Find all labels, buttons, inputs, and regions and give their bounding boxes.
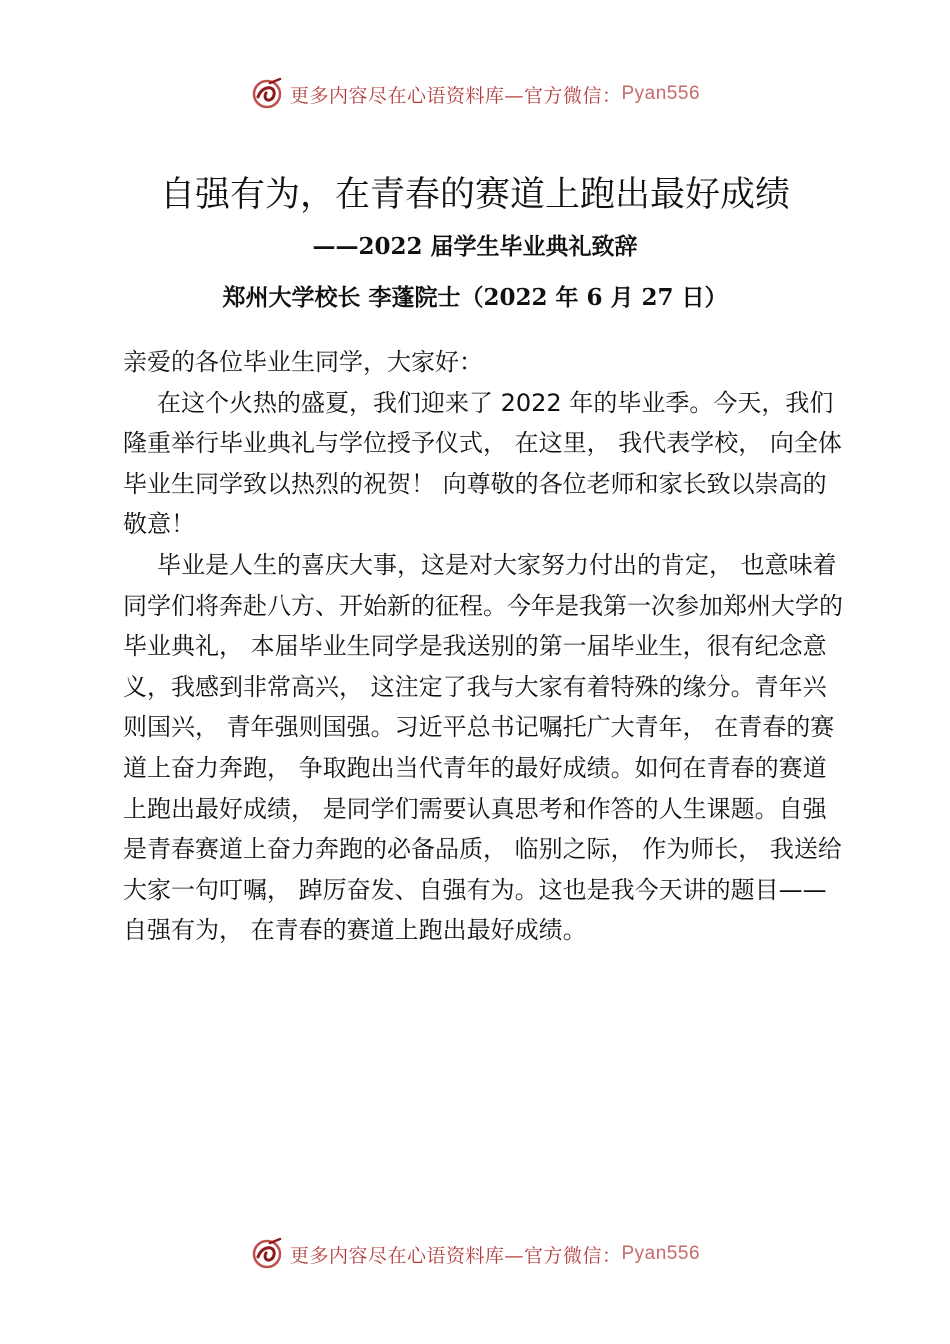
document-subtitle: ——2022 届学生毕业典礼致辞 bbox=[312, 233, 638, 260]
watermark-text: 更多内容尽在心语资料库—官方微信： bbox=[289, 84, 622, 107]
watermark-text: 更多内容尽在心语资料库—官方微信： bbox=[289, 1244, 622, 1267]
curl-swirl-logo-icon bbox=[250, 77, 284, 111]
curl-swirl-logo-icon bbox=[250, 1237, 284, 1271]
speech-body bbox=[123, 342, 843, 951]
greeting: 亲爱的各位毕业生同学，大家好： bbox=[123, 348, 483, 376]
footer-watermark bbox=[0, 1234, 950, 1274]
header-watermark bbox=[0, 74, 950, 114]
watermark-contact: Pyan556 bbox=[621, 83, 701, 104]
watermark-contact: Pyan556 bbox=[621, 1243, 701, 1264]
paragraph-1: 在这个火热的盛夏，我们迎来了 2022 年的毕业季。今天，我们隆重举行毕业典礼与学位授予仪式， 在这里， 我代表学校， 向全体毕业生同学致以热烈的祝贺！ 向尊敬的各位老师和家长致以崇高的敬意！ bbox=[123, 388, 842, 539]
paragraph-2: 毕业是人生的喜庆大事，这是对大家努力付出的肯定， 也意味着同学们将奔赴八方、开始新的征程。今年是我第一次参加郑州大学的毕业典礼， 本届毕业生同学是我送别的第一届毕业生，很有纪念意义，我感到非常高兴， 这注定了我与大家有着特殊的缘分。青年兴则国兴， 青年强则国强。习近平总书记嘱托广大青年， 在青春的赛道上奋力奔跑， 争取跑出当代青年的最好成绩。如何在青春的赛道上跑出最好成绩， 是同学们需要认真思考和作答的人生课题。自强是青春赛道上奋力奔跑的必备品质， 临别之际， 作为师长， 我送给大家一句叮嘱， 踔厉奋发、自强有为。这也是我今天讲的题目——自强有为， 在青春的赛道上跑出最好成绩。 bbox=[123, 550, 843, 945]
author-line: 郑州大学校长 李蓬院士（2022 年 6 月 27 日） bbox=[222, 284, 728, 311]
document-title: 自强有为，在青春的赛道上跑出最好成绩 bbox=[159, 175, 790, 215]
